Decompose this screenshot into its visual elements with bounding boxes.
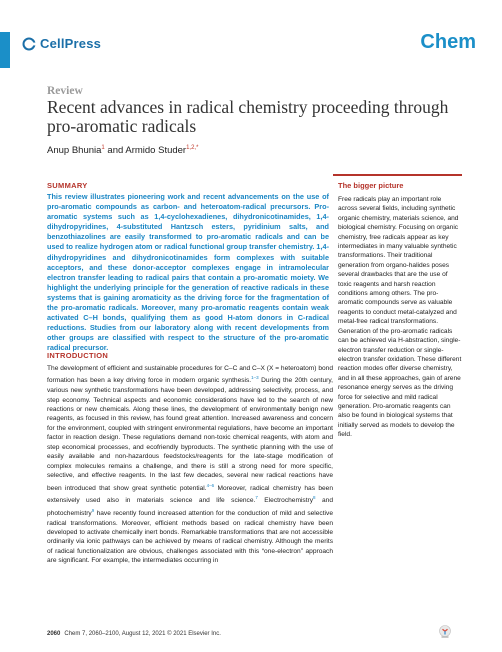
citation-ref[interactable]: 7 (255, 495, 258, 501)
author-1: Anup Bhunia (47, 145, 102, 157)
intro-text-part: The development of efficient and sustainable procedures for C–C and C–X (X = heteroatom) bond formation has been a key driving force in modern organic synthesis. (47, 365, 333, 385)
introduction-text (47, 364, 333, 566)
author-list (47, 145, 198, 156)
bigger-picture-heading: The bigger picture (338, 181, 404, 190)
intro-text-part: Electrochemistry (257, 497, 314, 505)
intro-text-part: Moreover, radical chemistry has been extensively used also in materials science and life science. (47, 484, 333, 505)
bigger-picture-text: Free radicals play an important role across several fields, including synthetic organic chemistry, materials science, and biological chemistry. Focusing on organic chemistry, free radicals appear as key intermediates in many valuable synthetic transformations. Their traditional generation from organo-halides poses several drawbacks that are the use of toxic reagents and harsh reaction conditions among others. The pro-aromatic compounds serve as valuable reagents to conduct metal-catalyzed and metal-free radical transformations. Generation of the pro-aromatic radicals can be achieved via H-abstraction, single-electron transfer reduction or single-electron transfer oxidation. These different reaction modes offer diverse chemistry, and in all these approaches, gain of arene resonance energy serves as the driving force for selective and mild radical generation. Pro-aromatic reagents can also be found in biological systems that initially served as models to develop the field. (338, 196, 462, 439)
intro-text-part: During the 20th century, various new synthetic transformations have been developed, addressing selectivity, process, and step economy. Technical aspects and economic considerations have led to the search of new reactions or new chemicals. Along these lines, the development of environmentally benign new reagents, as focused in this review, has found great attention. Increased awareness and concern for the environment, coupled with stringent environmental regulations, have become an important factor in reaction design. These regulations demand non-toxic chemical reagents, with atom and step economical processes, and ecofriendly byproducts. The synthetic planning with the use of easily available and non-hazardous feedstocks/reagents for the late-stage modification of complex molecules remains a challenge, and there is still a strong need for more specific, selective, and effective reagents. In the last few decades, several new radical reactions have been introduced that show great synthetic potential. (47, 377, 333, 492)
author-1-affiliation: 1 (101, 145, 105, 151)
journal-name: Chem (420, 31, 476, 53)
journal-citation: Chem 7, 2060–2100, August 12, 2021 © 2021 Elsevier Inc. (64, 631, 221, 637)
citation-ref[interactable]: 9 (91, 507, 95, 513)
page-footer (47, 631, 221, 637)
crossmark-icon[interactable] (439, 625, 451, 639)
author-2: and Armido Studer (104, 145, 187, 157)
publisher-name: CellPress (40, 36, 102, 51)
bigger-picture-rule (333, 174, 462, 176)
citation-ref[interactable]: 8 (313, 495, 316, 501)
citation-ref[interactable]: 1–3 (251, 375, 259, 381)
author-2-affiliation: 1,2,* (186, 145, 199, 151)
intro-text-part: and photochemistry (47, 497, 333, 518)
summary-heading: SUMMARY (47, 181, 88, 190)
cellpress-logo-icon (22, 37, 36, 51)
journal-color-tab (0, 32, 10, 68)
article-type: Review (47, 85, 83, 97)
introduction-heading: INTRODUCTION (47, 351, 109, 360)
article-title: Recent advances in radical chemistry proceeding through pro-aromatic radicals (47, 97, 449, 136)
citation-ref[interactable]: 4–6 (206, 482, 215, 488)
page-number: 2060 (47, 631, 61, 637)
intro-text-part: have recently found increased attention for the conduction of mild and selective radical transformations. Moreover, efficient methods based on radical chemistry have been developed to activate chemically inert bonds. Remarkable transformations that are not accessible ordinarily via ionic pathways can be achieved by means of radical chemistry. Although the merits of radical functionalization are obvious, challenges associated with this “one-electron” approach are significant. For example, the intermediates occurring in (47, 510, 333, 565)
cellpress-logo (22, 36, 101, 51)
summary-text: This review illustrates pioneering work and recent advancements on the use of pro-aromatic compounds as carbon- and heteroatom-radical precursors. Pro-aromatic systems such as 1,4-cyclohexadienes, dihydronicotinamides, 1,4-dihydropyridines, 4-substituted Hantzsch esters, pyridinium salts, and benzothiazolines are easily transformed to pro-aromatic radicals and can be used to realize hydrogen atom or radical functional group transfer chemistry. 1,4-dihydropyridines and dihydronicotinamides form complexes with suitable acceptors, and these donor-acceptor complexes engage in intramolecular electron transfer leading to radical pairs that contain a pro-aromatic moiety. We highlight the underlying principle for the generation of reactive radicals in these systems that is gaining aromaticity as the driving force for the fragmentation of the pro-aromatic radicals. Moreover, many pro-aromatic reagents contain weak activated C–H bonds, qualifying them as good H-atom donors in C-radical reductions. Studies from our laboratory along with recent developments from other groups are classified with respect to the structure of the pro-aromatic radical precursor. (47, 192, 329, 353)
